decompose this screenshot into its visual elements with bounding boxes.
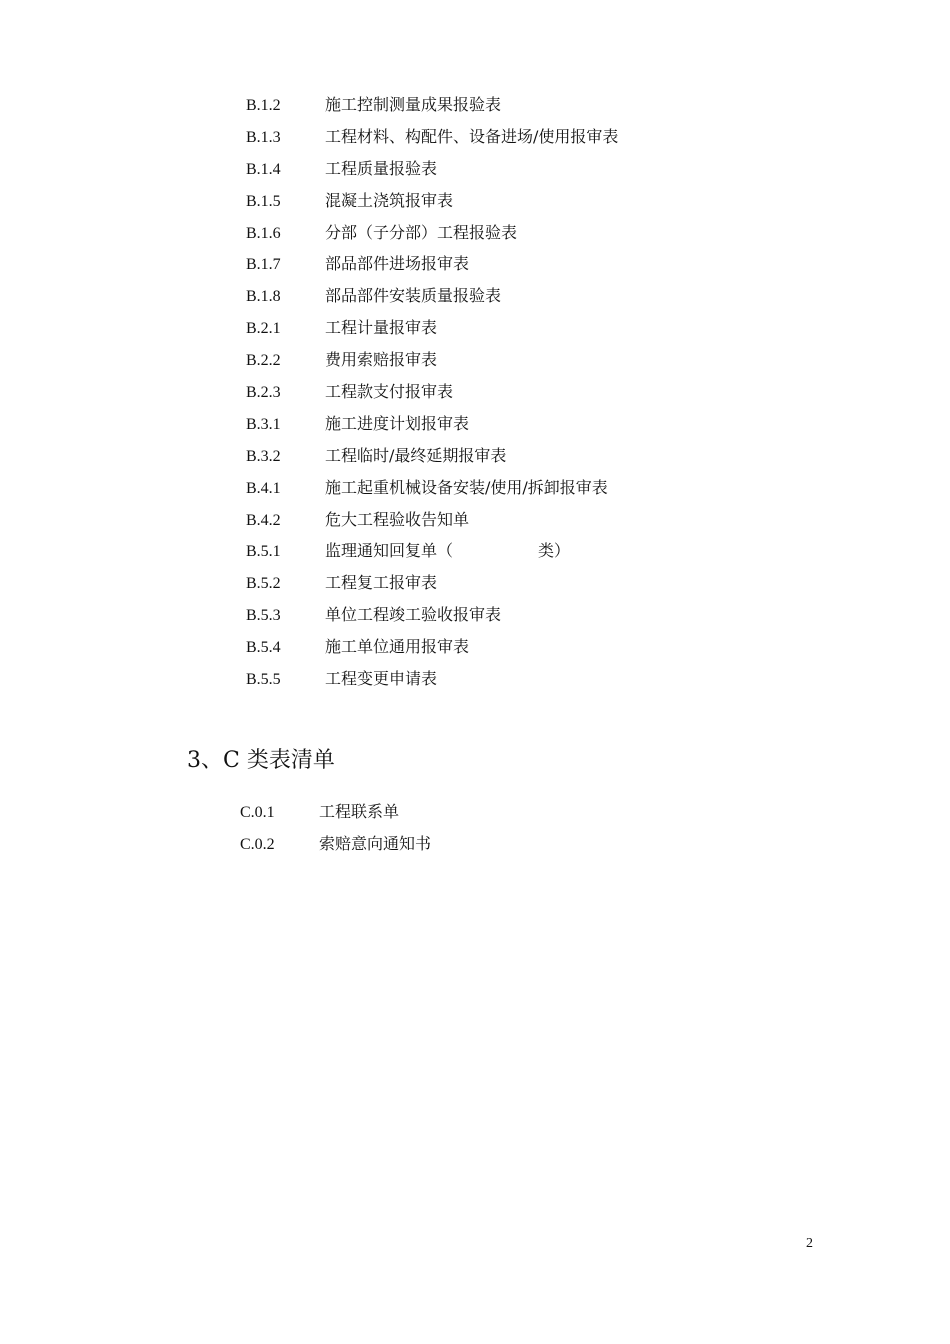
form-title: 费用索赔报审表 <box>325 350 438 370</box>
list-item <box>246 89 618 121</box>
form-title: 工程变更申请表 <box>325 669 438 689</box>
list-item <box>246 248 618 280</box>
form-code: B.3.2 <box>246 447 281 465</box>
form-title: 部品部件安装质量报验表 <box>325 286 502 306</box>
form-code: B.4.2 <box>246 511 281 529</box>
form-title: 工程质量报验表 <box>325 158 438 178</box>
form-code: B.1.6 <box>246 224 281 242</box>
form-title: 施工进度计划报审表 <box>325 413 470 433</box>
list-item <box>246 408 618 440</box>
form-title: 工程计量报审表 <box>325 318 438 338</box>
form-code: C.0.2 <box>240 836 275 853</box>
form-code: B.5.4 <box>246 639 281 657</box>
list-item <box>246 312 618 344</box>
form-title: 施工控制测量成果报验表 <box>325 95 502 114</box>
form-code: B.5.3 <box>246 607 281 625</box>
form-code: C.0.1 <box>240 804 275 821</box>
form-code: B.5.2 <box>246 575 281 593</box>
list-item <box>246 504 618 536</box>
list-item <box>240 796 431 828</box>
form-title: 分部（子分部）工程报验表 <box>325 222 518 242</box>
form-title: 监理通知回复单（ <box>325 541 454 561</box>
form-title: 索赔意向通知书 <box>319 834 432 853</box>
form-title: 工程款支付报审表 <box>325 382 454 402</box>
form-code: B.1.4 <box>246 160 281 178</box>
form-title: 工程临时/最终延期报审表 <box>325 445 507 465</box>
form-code: B.2.2 <box>246 352 281 370</box>
form-code: B.1.3 <box>246 128 281 146</box>
form-title: 施工起重机械设备安装/使用/拆卸报审表 <box>325 477 608 497</box>
form-title: 施工单位通用报审表 <box>325 637 470 657</box>
list-item <box>246 535 618 567</box>
list-item <box>246 567 618 599</box>
form-code: B.2.3 <box>246 384 281 402</box>
list-item <box>246 280 618 312</box>
c-form-list <box>240 796 431 860</box>
list-item <box>246 153 618 185</box>
form-code: B.5.1 <box>246 543 281 561</box>
form-code: B.1.8 <box>246 288 281 306</box>
form-title: 工程联系单 <box>319 802 400 821</box>
form-code: B.3.1 <box>246 415 281 433</box>
list-item <box>246 217 618 249</box>
form-title-suffix: 类） <box>538 541 571 561</box>
list-item <box>246 344 618 376</box>
list-item <box>246 440 618 472</box>
list-item <box>246 472 618 504</box>
list-item <box>246 599 618 631</box>
form-code: B.1.7 <box>246 256 281 274</box>
form-title: 部品部件进场报审表 <box>325 254 470 274</box>
form-title: 混凝土浇筑报审表 <box>325 190 454 210</box>
list-item <box>246 121 618 153</box>
list-item <box>246 376 618 408</box>
list-item <box>246 185 618 217</box>
b-form-list <box>246 89 618 695</box>
list-item <box>240 828 431 860</box>
section-heading: 3、C 类表清单 <box>187 748 335 773</box>
form-code: B.2.1 <box>246 320 281 338</box>
form-code: B.1.2 <box>246 97 281 114</box>
form-code: B.4.1 <box>246 479 281 497</box>
page-number: 2 <box>806 1236 813 1251</box>
form-code: B.1.5 <box>246 192 281 210</box>
form-title: 工程复工报审表 <box>325 573 438 593</box>
list-item <box>246 663 618 695</box>
form-code: B.5.5 <box>246 671 281 689</box>
form-title: 工程材料、构配件、设备进场/使用报审表 <box>325 126 619 146</box>
form-title: 单位工程竣工验收报审表 <box>325 605 502 625</box>
form-title: 危大工程验收告知单 <box>325 509 470 529</box>
list-item <box>246 631 618 663</box>
